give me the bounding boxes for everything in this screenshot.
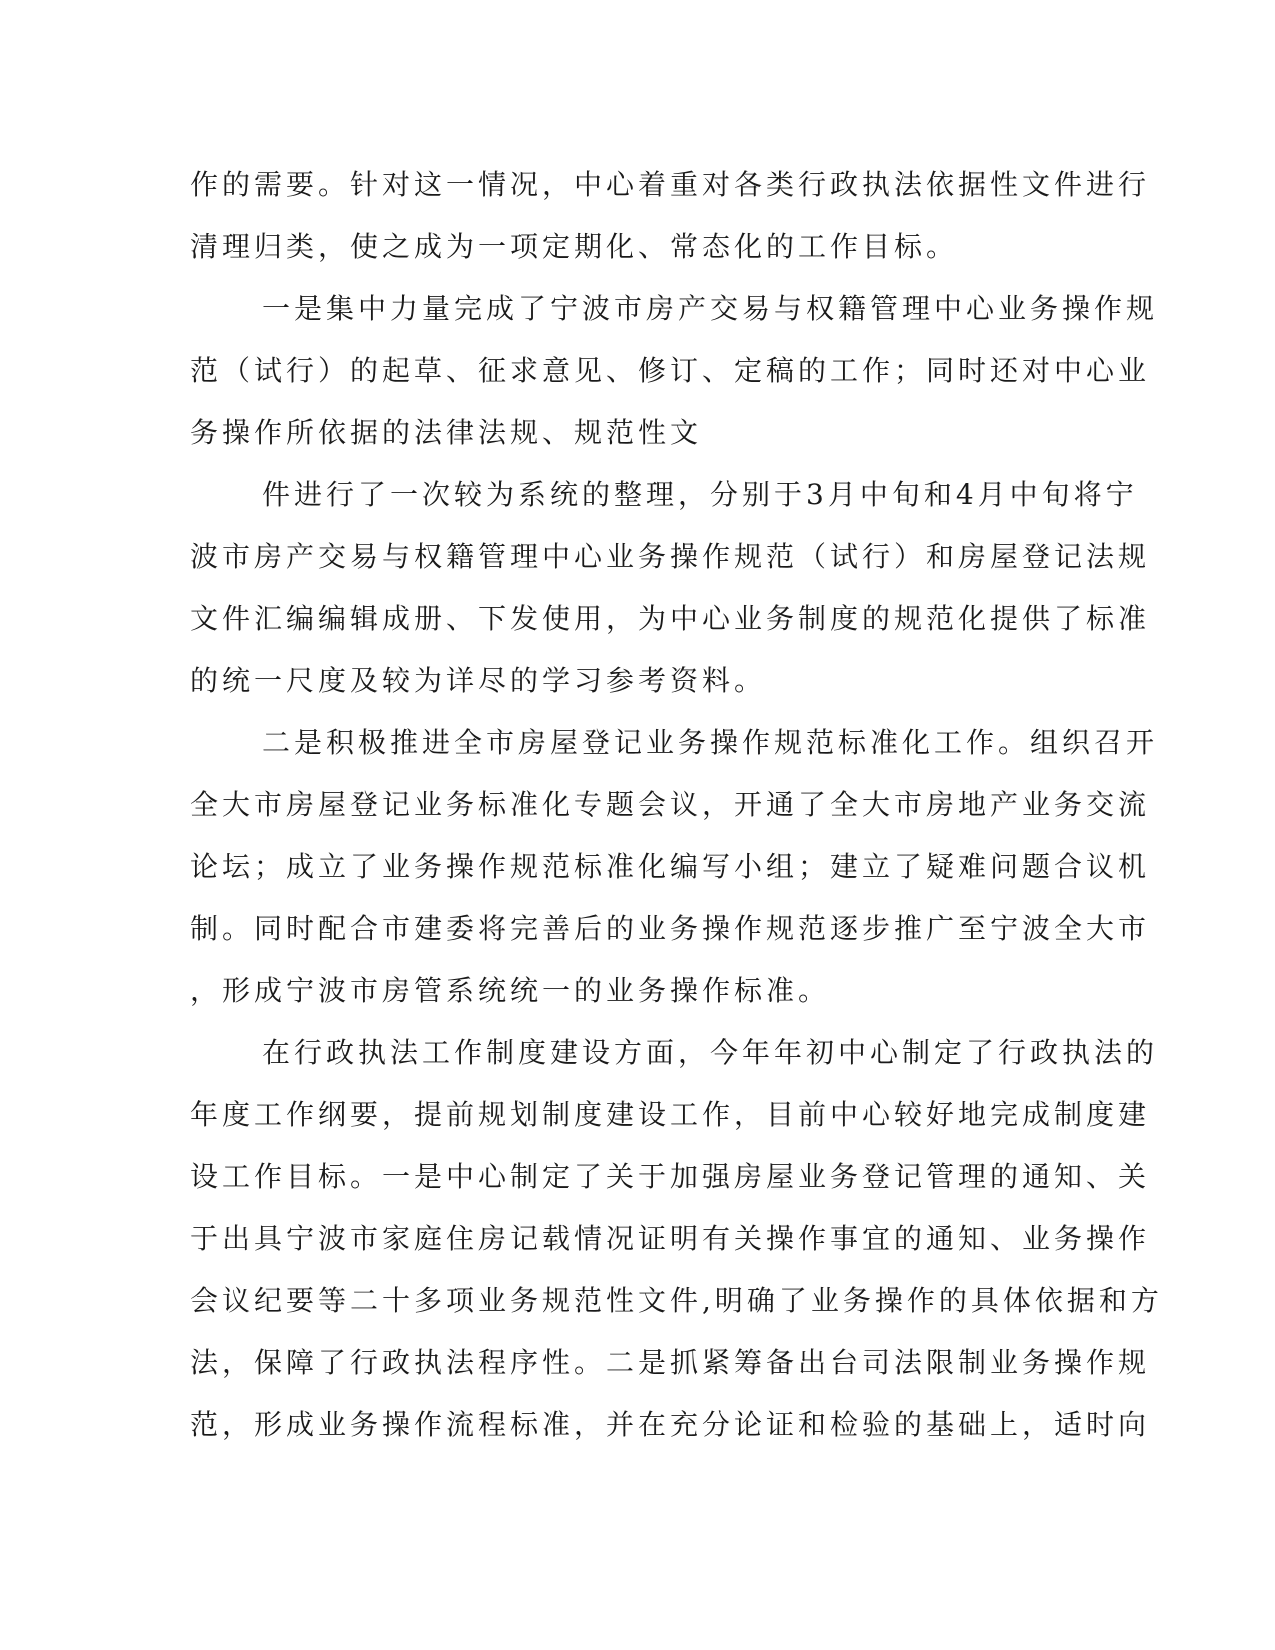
text-line: 法，保障了行政执法程序性。二是抓紧筹备出台司法限制业务操作规 [190,1346,1151,1379]
document-body [190,163,1163,1465]
paragraph-start-line: 二是积极推进全市房屋登记业务操作规范标准化工作。组织召开 [262,726,1159,759]
text-line: 设工作目标。一是中心制定了关于加强房屋业务登记管理的通知、关 [190,1160,1151,1193]
text-line: 清理归类，使之成为一项定期化、常态化的工作目标。 [190,230,959,263]
text-line: 年度工作纲要，提前规划制度建设工作，目前中心较好地完成制度建 [190,1098,1151,1131]
text-line: 务操作所依据的法律法规、规范性文 [190,416,703,449]
text-line: 全大市房屋登记业务标准化专题会议，开通了全大市房地产业务交流 [190,788,1151,821]
text-line: 作的需要。针对这一情况，中心着重对各类行政执法依据性文件进行 [190,168,1151,201]
text-line: 范，形成业务操作流程标准，并在充分论证和检验的基础上，适时向 [190,1408,1151,1441]
text-line: 范（试行）的起草、征求意见、修订、定稿的工作；同时还对中心业 [190,354,1151,387]
text-line: 制。同时配合市建委将完善后的业务操作规范逐步推广至宁波全大市 [190,912,1151,945]
paragraph-start-line: 一是集中力量完成了宁波市房产交易与权籍管理中心业务操作规 [262,292,1159,325]
text-line: 于出具宁波市家庭住房记载情况证明有关操作事宜的通知、业务操作 [190,1222,1151,1255]
paragraph-start-line: 在行政执法工作制度建设方面，今年年初中心制定了行政执法的 [262,1036,1159,1069]
text-line: 文件汇编编辑成册、下发使用，为中心业务制度的规范化提供了标准 [190,602,1151,635]
paragraph-start-line: 件进行了一次较为系统的整理，分别于3月中旬和4月中旬将宁 [262,478,1138,511]
text-line: 论坛；成立了业务操作规范标准化编写小组；建立了疑难问题合议机 [190,850,1151,883]
text-line: 会议纪要等二十多项业务规范性文件,明确了业务操作的具体依据和方 [190,1284,1163,1317]
text-line: 的统一尺度及较为详尽的学习参考资料。 [190,664,767,697]
text-line: ，形成宁波市房管系统统一的业务操作标准。 [190,974,831,1007]
text-line: 波市房产交易与权籍管理中心业务操作规范（试行）和房屋登记法规 [190,540,1151,573]
